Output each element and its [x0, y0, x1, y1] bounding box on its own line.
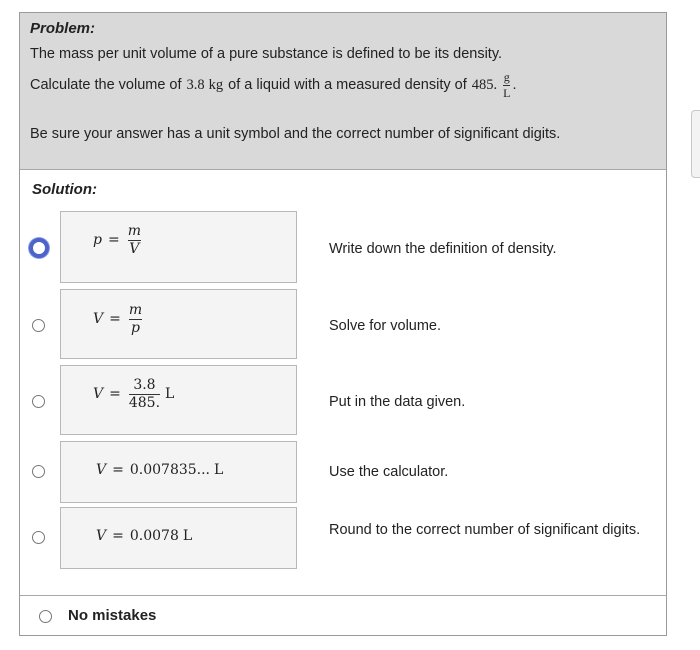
problem-text-end: . [512, 77, 517, 94]
density-unit [503, 71, 510, 99]
step-1-box [60, 211, 297, 283]
no-mistakes-row[interactable] [20, 595, 666, 637]
problem-text-mid: of a liquid with a measured density of [228, 77, 467, 94]
step-5-description: Round to the correct number of significant digits. [329, 522, 641, 538]
step-4-radio[interactable] [32, 465, 45, 478]
step-2-box [60, 289, 297, 359]
step-2-description: Solve for volume. [329, 318, 442, 334]
step-1-radio[interactable] [29, 238, 49, 258]
step-4-box [60, 441, 297, 503]
step-4-description: Use the calculator. [329, 464, 449, 480]
no-mistakes-radio[interactable] [39, 610, 52, 623]
density-unit-numerator: g [503, 70, 510, 84]
step-5-unit: L [182, 528, 193, 544]
problem-text-prefix: Calculate the volume of [30, 77, 182, 94]
problem-statement-line2 [30, 71, 516, 99]
problem-statement-line1: The mass per unit volume of a pure substance is defined to be its density. [30, 46, 503, 62]
step-3-box [60, 365, 297, 435]
step-3-equation: V = $\frac{3.8}{485.}$ L [93, 377, 175, 411]
step-3-fraction: $\frac{3.8}{485.}$ [128, 377, 161, 411]
step-1-description: Write down the definition of density. [329, 241, 557, 257]
problem-solution-panel [19, 12, 667, 636]
no-mistakes-label: No mistakes [68, 607, 157, 624]
step-5-box [60, 507, 297, 569]
solution-title: Solution: [32, 181, 97, 198]
step-3-radio[interactable] [32, 395, 45, 408]
step-5-equation: V = 0.0078 L [96, 528, 193, 544]
step-2-fraction: $\frac{m}{p}$ [128, 302, 143, 336]
step-5-radio[interactable] [32, 531, 45, 544]
problem-instruction: Be sure your answer has a unit symbol and the correct number of significant digits. [30, 126, 561, 142]
step-2-radio[interactable] [32, 319, 45, 332]
problem-title: Problem: [30, 20, 96, 37]
step-1-lhs: p [93, 232, 102, 249]
step-2-equation: V = $\frac{m}{p}$ [93, 302, 143, 336]
mass-value: 3.8 [186, 76, 205, 93]
step-1-equation: p = $\frac{m}{V}$ [93, 223, 141, 257]
mass-unit: kg [208, 76, 224, 93]
step-1-fraction: $\frac{m}{V}$ [127, 223, 141, 257]
problem-section [20, 13, 666, 170]
step-3-unit: L [165, 386, 175, 403]
step-4-unit: L [214, 462, 224, 478]
step-5-value: 0.0078 [129, 528, 179, 544]
scrollbar[interactable] [691, 110, 700, 178]
step-4-value: 0.007835... [129, 462, 211, 478]
step-4-equation: V = 0.007835... L [96, 462, 224, 478]
density-value: 485. [471, 76, 498, 93]
step-3-description: Put in the data given. [329, 394, 466, 410]
density-unit-denominator: L [503, 85, 511, 100]
